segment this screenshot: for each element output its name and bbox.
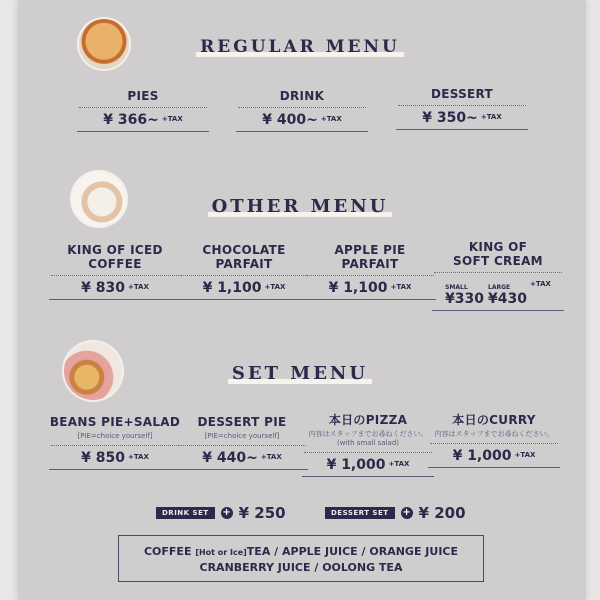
menu-item-pies: PIES ¥ 366~ $^{+TAX}$ <box>73 89 213 132</box>
dessert-set-price: ¥ 200 <box>418 504 466 522</box>
dessert-set-offer <box>325 504 466 522</box>
set-menu-title: SET MENU <box>0 363 600 384</box>
menu-item-king-of-soft-cream: KING OF SOFT CREAM SMALL ¥330 LARGE ¥430 $^{+TAX}$ <box>428 240 568 311</box>
drink-set-tag: DRINK SET <box>156 507 215 519</box>
set-drink-choices: COFFEE [Hot or Ice]TEA / APPLE JUICE / ORANGE JUICE CRANBERRY JUICE / OOLONG TEA <box>118 535 484 582</box>
plus-icon: + <box>402 507 411 518</box>
plus-icon: + <box>222 507 231 518</box>
menu-item-king-of-iced-coffee: KING OF ICED COFFEE ¥ 830 $^{+TAX}$ <box>45 243 185 300</box>
menu-item-chocolate-parfait: CHOCOLATE PARFAIT ¥ 1,100 $^{+TAX}$ <box>174 243 314 300</box>
menu-item-daily-curry: 本日のCURRY 内容はスタッフまでお尋ねください。 ¥ 1,000 $^{+TAX}$ <box>424 413 564 468</box>
dessert-set-tag: DESSERT SET <box>325 507 395 519</box>
menu-item-drink: DRINK ¥ 400~ $^{+TAX}$ <box>232 89 372 132</box>
drink-set-offer <box>156 504 286 522</box>
menu-item-beans-pie-salad: BEANS PIE+SALAD [PIE=choice yourself] ¥ 850 $^{+TAX}$ <box>45 415 185 470</box>
menu-item-dessert: DESSERT ¥ 350~ $^{+TAX}$ <box>392 87 532 130</box>
regular-menu-title: REGULAR MENU <box>0 37 600 57</box>
menu-item-daily-pizza: 本日のPIZZA 内容はスタッフまでお尋ねください。 (with small salad) ¥ 1,000 $^{+TAX}$ <box>298 413 438 477</box>
other-menu-title: OTHER MENU <box>0 196 600 217</box>
drink-set-price: ¥ 250 <box>238 504 286 522</box>
menu-item-apple-pie-parfait: APPLE PIE PARFAIT ¥ 1,100 $^{+TAX}$ <box>300 243 440 300</box>
menu-item-dessert-pie: DESSERT PIE [PIE=choice yourself] ¥ 440~ $^{+TAX}$ <box>172 415 312 470</box>
